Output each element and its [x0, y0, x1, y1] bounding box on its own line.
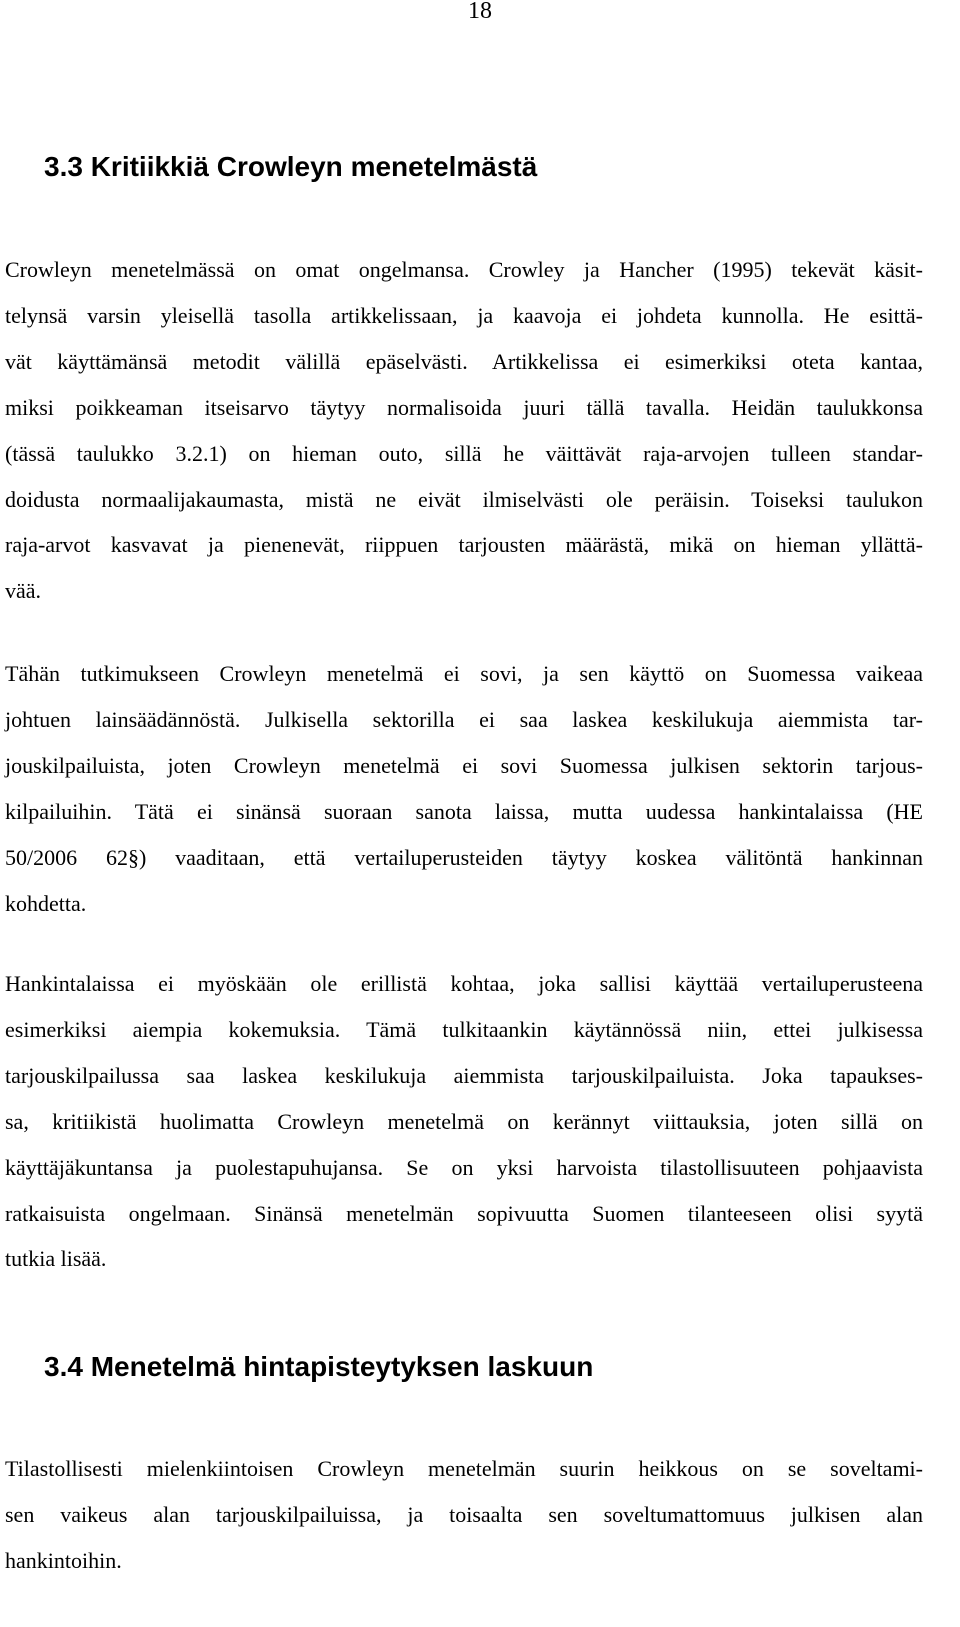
page-number: 18 — [468, 0, 492, 24]
text-line: Tähän tutkimukseen Crowleyn menetelmä ei sovi, ja sen käyttö on Suomessa vaikeaa — [5, 661, 923, 686]
text-line: miksi poikkeaman itseisarvo täytyy normalisoida juuri tällä tavalla. Heidän taulukkonsa — [5, 394, 923, 420]
paragraph — [5, 247, 923, 614]
section-heading: 3.4 Menetelmä hintapisteytyksen laskuun — [44, 1351, 594, 1382]
text-line: sa, kritiikistä huolimatta Crowleyn menetelmä on kerännyt viittauksia, joten sillä on — [5, 1108, 923, 1134]
text-line: jouskilpailuista, joten Crowleyn menetelmä ei sovi Suomessa julkisen sektorin tarjous- — [5, 752, 923, 778]
text-line: 50/2006 62§) vaaditaan, että vertailuperusteiden täytyy koskea välitöntä hankinnan — [5, 844, 923, 870]
text-line: Tilastollisesti mielenkiintoisen Crowleyn menetelmän suurin heikkous on se soveltami- — [5, 1456, 923, 1481]
text-line: johtuen lainsäädännöstä. Julkisella sektorilla ei saa laskea keskilukuja aiemmista tar- — [5, 706, 923, 732]
text-line: vät käyttämänsä metodit välillä epäselvästi. Artikkelissa ei esimerkiksi oteta kantaa, — [5, 348, 923, 374]
text-line: kohdetta. — [5, 890, 87, 916]
text-line: kilpailuihin. Tätä ei sinänsä suoraan sanota laissa, mutta uudessa hankintalaissa (HE — [5, 798, 923, 824]
text-line: hankintoihin. — [5, 1547, 122, 1573]
text-line: sen vaikeus alan tarjouskilpailuissa, ja toisaalta sen soveltumattomuus julkisen alan — [5, 1501, 923, 1527]
text-line: käyttäjäkuntansa ja puolestapuhujansa. Se on yksi harvoista tilastollisuuteen pohjaavista — [5, 1154, 923, 1180]
text-line: esimerkiksi aiempia kokemuksia. Tämä tulkitaankin käytännössä niin, ettei julkisessa — [5, 1016, 923, 1042]
paragraph — [5, 1446, 923, 1584]
text-line: Crowleyn menetelmässä on omat ongelmansa. Crowley ja Hancher (1995) tekevät käsit- — [5, 257, 923, 282]
text-line: telynsä varsin yleisellä tasolla artikkelissaan, ja kaavoja ei johdeta kunnolla. He esittä- — [5, 302, 923, 328]
section-heading: 3.3 Kritiikkiä Crowleyn menetelmästä — [44, 151, 538, 182]
text-line: vää. — [5, 578, 42, 604]
text-line: raja-arvot kasvavat ja pienenevät, riippuen tarjousten määrästä, mikä on hieman yllättä- — [5, 532, 923, 558]
text-line: doidusta normaalijakaumasta, mistä ne eivät ilmiselvästi ole peräisin. Toiseksi taulukon — [5, 486, 923, 512]
text-line: ratkaisuista ongelmaan. Sinänsä menetelmän sopivuutta Suomen tilanteeseen olisi syytä — [5, 1200, 923, 1226]
text-line: tarjouskilpailussa saa laskea keskilukuja aiemmista tarjouskilpailuista. Joka tapaukses- — [5, 1062, 923, 1088]
paragraph — [5, 651, 923, 926]
text-line: tutkia lisää. — [5, 1246, 107, 1272]
paragraph — [5, 961, 923, 1282]
text-line: Hankintalaissa ei myöskään ole erillistä kohtaa, joka sallisi käyttää vertailuperusteena — [5, 971, 923, 996]
text-line: (tässä taulukko 3.2.1) on hieman outo, sillä he väittävät raja-arvojen tulleen standar- — [5, 440, 923, 466]
